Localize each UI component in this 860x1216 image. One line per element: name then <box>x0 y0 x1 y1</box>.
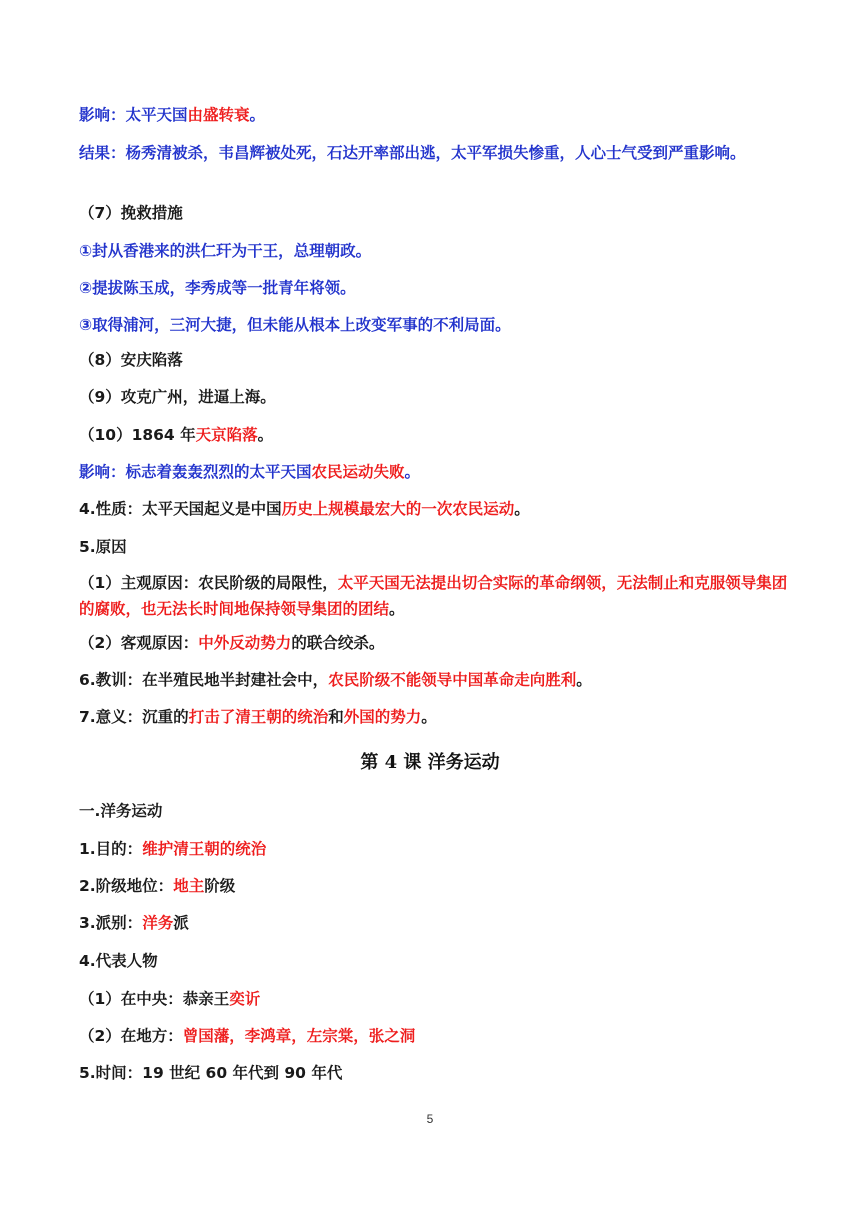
text-segment: 影响：标志着轰轰烈烈的太平天国 <box>79 463 312 481</box>
text-segment: ③取得浦河，三河大捷，但未能从根本上改变军事的不利局面。 <box>79 316 511 334</box>
text-segment: 中外反动势力 <box>198 634 292 652</box>
text-segment: 7.意义：沉重的 <box>79 708 189 726</box>
text-segment: （9）攻克广州，进逼上海。 <box>79 388 276 406</box>
text-line <box>79 910 799 936</box>
text-segment: （1）主观原因：农民阶级的局限性， <box>79 574 338 592</box>
text-segment: 维护清王朝的统治 <box>142 840 267 858</box>
text-line <box>79 422 799 448</box>
text-segment: （8）安庆陷落 <box>79 351 183 369</box>
text-line <box>79 275 799 301</box>
text-segment: 派 <box>173 914 189 932</box>
text-segment: 。 <box>421 708 437 726</box>
text-line <box>79 140 799 166</box>
text-segment: （2）在地方： <box>79 1027 183 1045</box>
text-line <box>79 630 799 656</box>
text-line <box>79 238 799 264</box>
text-segment: 的联合绞杀。 <box>291 634 385 652</box>
text-segment: 。 <box>514 500 530 518</box>
text-line <box>79 102 799 128</box>
text-segment: 曾国藩，李鸿章，左宗棠，张之洞 <box>182 1027 416 1045</box>
text-segment: （10）1864 年 <box>79 426 196 444</box>
text-segment: 打击了清王朝的统治 <box>188 708 329 726</box>
text-line <box>79 496 799 522</box>
text-segment: 。 <box>257 426 274 444</box>
text-segment: 。 <box>576 671 592 689</box>
text-line <box>79 570 799 622</box>
text-line <box>79 459 799 485</box>
lesson-title: 第 4 课 洋务运动 <box>360 752 500 773</box>
text-segment: （2）客观原因： <box>79 634 199 652</box>
text-segment: 3.派别： <box>79 914 143 932</box>
text-segment: 历史上规模最宏大的一次农民运动 <box>281 500 515 518</box>
text-line <box>79 200 799 226</box>
text-line <box>79 1060 799 1086</box>
text-segment: 太平天国无法提出切合实际的革命纲领，无法制止和克服领导集团的腐败，也无法长时间地保持领导集团的团结 <box>79 574 788 618</box>
text-segment: ②提拔陈玉成，李秀成等一批青年将领。 <box>79 279 356 297</box>
text-segment: 2.阶级地位： <box>79 877 174 895</box>
text-line <box>79 312 799 338</box>
text-line <box>79 798 799 824</box>
text-line <box>79 667 799 693</box>
text-segment: 外国的势力 <box>343 708 422 726</box>
text-segment: 一.洋务运动 <box>79 802 163 820</box>
text-segment: （1）在中央：恭亲王 <box>79 990 230 1008</box>
text-line <box>79 384 799 410</box>
text-segment: 和 <box>328 708 344 726</box>
text-segment: 农民运动失败 <box>311 463 405 481</box>
text-segment: 4.代表人物 <box>79 952 158 970</box>
text-segment: 。 <box>249 106 266 124</box>
text-line <box>79 534 799 560</box>
text-segment: 5.时间：19 世纪 60 年代到 90 年代 <box>79 1064 343 1082</box>
text-segment: 洋务 <box>142 914 174 932</box>
text-line <box>79 347 799 373</box>
text-line <box>79 873 799 899</box>
text-line <box>79 704 799 730</box>
text-segment: 奕䜣 <box>229 990 261 1008</box>
text-segment: 6.教训：在半殖民地半封建社会中， <box>79 671 329 689</box>
text-segment: （7）挽救措施 <box>79 204 183 222</box>
text-segment: ①封从香港来的洪仁玕为干王，总理朝政。 <box>79 242 372 260</box>
text-segment: 结果：杨秀清被杀，韦昌辉被处死，石达开率部出逃，太平军损失惨重，人心士气受到严重影响。 <box>79 144 746 162</box>
text-segment: 1.目的： <box>79 840 143 858</box>
text-line <box>79 836 799 862</box>
text-segment: 地主 <box>173 877 205 895</box>
text-segment: 。 <box>404 463 421 481</box>
text-line <box>79 948 799 974</box>
text-segment: 由盛转衰 <box>187 106 250 124</box>
text-line <box>79 986 799 1012</box>
text-line <box>79 1023 799 1049</box>
text-segment: 阶级 <box>204 877 236 895</box>
text-segment: 天京陷落 <box>195 426 258 444</box>
text-segment: 影响：太平天国 <box>79 106 188 124</box>
text-segment: 。 <box>389 600 405 618</box>
text-segment: 农民阶级不能领导中国革命走向胜利 <box>328 671 577 689</box>
text-segment: 4.性质：太平天国起义是中国 <box>79 500 282 518</box>
text-segment: 5.原因 <box>79 538 127 556</box>
page-number: 5 <box>426 1112 434 1126</box>
